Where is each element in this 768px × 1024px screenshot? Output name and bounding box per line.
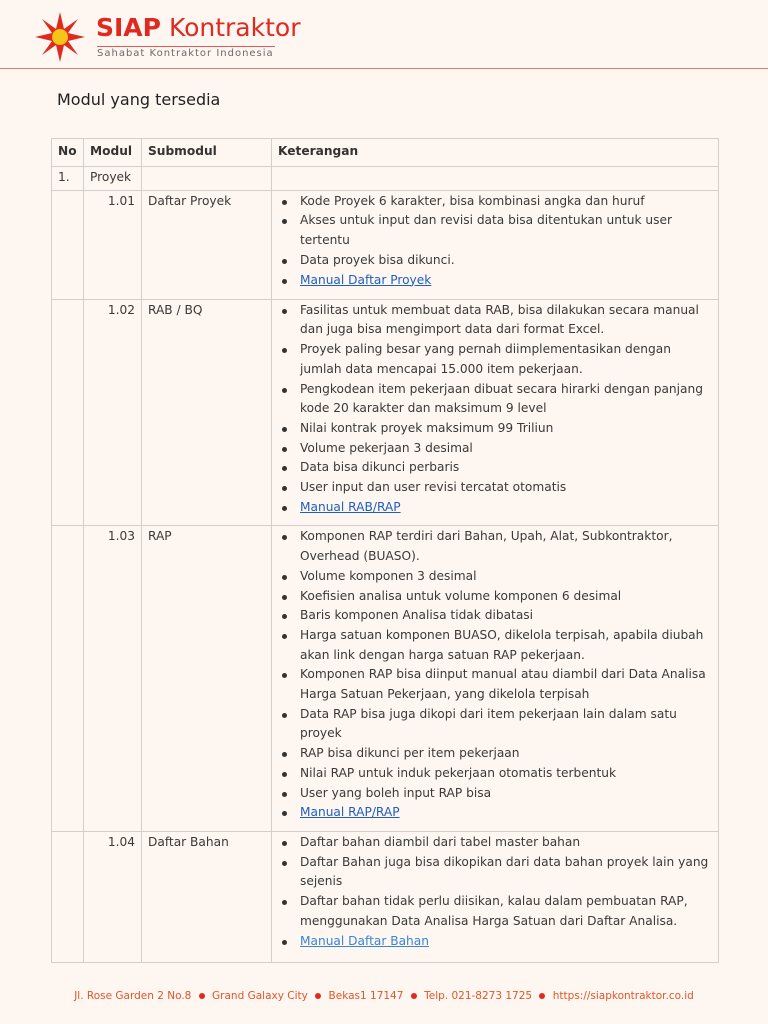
table-row	[52, 831, 719, 962]
manual-daftar-bahan-link[interactable]: Manual Daftar Bahan	[300, 933, 429, 948]
section-row	[52, 167, 719, 191]
footer-city: Bekas1 17147	[328, 990, 404, 1002]
list-item: Baris komponen Analisa tidak dibatasi	[278, 606, 712, 626]
list-item: Pengkodean item pekerjaan dibuat secara hirarki dengan panjang kode 20 karakter dan maksimum 9 level	[278, 380, 712, 419]
list-item: Data RAP bisa juga dikopi dari item pekerjaan lain dalam satu proyek	[278, 705, 712, 744]
section-modul: Proyek	[84, 167, 142, 191]
manual-daftar-proyek-link[interactable]: Manual Daftar Proyek	[300, 272, 432, 287]
row-submodul: RAB / BQ	[142, 299, 272, 526]
brand-tagline: Sahabat Kontraktor Indonesia	[97, 48, 274, 59]
row-code: 1.02	[84, 299, 142, 526]
row-code: 1.04	[84, 831, 142, 962]
list-item: User yang boleh input RAP bisa	[278, 784, 712, 804]
table-row	[52, 526, 719, 832]
list-item: Nilai RAP untuk induk pekerjaan otomatis terbentuk	[278, 764, 712, 784]
list-item: Komponen RAP terdiri dari Bahan, Upah, Alat, Subkontraktor, Overhead (BUASO).	[278, 527, 712, 566]
list-item: Daftar bahan diambil dari tabel master bahan	[278, 833, 712, 853]
list-item	[278, 271, 712, 291]
row-submodul: Daftar Bahan	[142, 831, 272, 962]
brand-name	[96, 13, 300, 43]
list-item: Koefisien analisa untuk volume komponen 6 desimal	[278, 587, 712, 607]
header-modul: Modul	[84, 139, 142, 167]
list-item: Daftar Bahan juga bisa dikopikan dari data bahan proyek lain yang sejenis	[278, 853, 712, 892]
row-keterangan	[272, 526, 719, 832]
list-item: Data bisa dikunci perbaris	[278, 458, 712, 478]
footer-address: Jl. Rose Garden 2 No.8	[74, 990, 192, 1002]
header-divider	[0, 68, 768, 69]
footer-phone: Telp. 021-8273 1725	[424, 990, 533, 1002]
list-item: Fasilitas untuk membuat data RAB, bisa dilakukan secara manual dan juga bisa mengimport data dari format Excel.	[278, 301, 712, 340]
list-item: Harga satuan komponen BUASO, dikelola terpisah, apabila diubah akan link dengan harga satuan RAP pekerjaan.	[278, 626, 712, 665]
list-item: Daftar bahan tidak perlu diisikan, kalau dalam pembuatan RAP, menggunakan Data Analisa Harga Satuan dari Daftar Analisa.	[278, 892, 712, 931]
footer-website-link[interactable]: https://siapkontraktor.co.id	[552, 990, 694, 1002]
list-item: Akses untuk input dan revisi data bisa ditentukan untuk user tertentu	[278, 211, 712, 250]
list-item	[278, 803, 712, 823]
list-item	[278, 932, 712, 952]
row-submodul: RAP	[142, 526, 272, 832]
list-item: Nilai kontrak proyek maksimum 99 Triliun	[278, 419, 712, 439]
bullet-dot-icon	[315, 993, 321, 999]
table-header-row	[52, 139, 719, 167]
table-row	[52, 190, 719, 299]
bullet-dot-icon	[539, 993, 545, 999]
row-submodul: Daftar Proyek	[142, 190, 272, 299]
brand-name-rest: Kontraktor	[168, 13, 301, 42]
bullet-dot-icon	[199, 993, 205, 999]
header-submodul: Submodul	[142, 139, 272, 167]
list-item: Data proyek bisa dikunci.	[278, 251, 712, 271]
brand-name-bold: SIAP	[96, 13, 161, 42]
list-item: Kode Proyek 6 karakter, bisa kombinasi angka dan huruf	[278, 192, 712, 212]
footer-area: Grand Galaxy City	[212, 990, 308, 1002]
list-item: Komponen RAP bisa diinput manual atau diambil dari Data Analisa Harga Satuan Pekerjaan, yang dikelola terpisah	[278, 665, 712, 704]
row-keterangan	[272, 299, 719, 526]
row-code: 1.01	[84, 190, 142, 299]
list-item: Proyek paling besar yang pernah diimplementasikan dengan jumlah data mencapai 15.000 item pekerjaan.	[278, 340, 712, 379]
list-item: RAP bisa dikunci per item pekerjaan	[278, 744, 712, 764]
list-item	[278, 498, 712, 518]
page-footer	[0, 990, 768, 1002]
bullet-dot-icon	[411, 993, 417, 999]
page-title: Modul yang tersedia	[57, 90, 221, 109]
page-header	[0, 0, 768, 70]
section-no: 1.	[52, 167, 84, 191]
list-item: User input dan user revisi tercatat otomatis	[278, 478, 712, 498]
row-keterangan	[272, 831, 719, 962]
manual-rab-rap-link[interactable]: Manual RAB/RAP	[300, 499, 401, 514]
star-logo-icon	[34, 11, 86, 63]
row-code: 1.03	[84, 526, 142, 832]
list-item: Volume komponen 3 desimal	[278, 567, 712, 587]
row-keterangan	[272, 190, 719, 299]
module-table	[51, 138, 719, 963]
list-item: Volume pekerjaan 3 desimal	[278, 439, 712, 459]
header-keterangan: Keterangan	[272, 139, 719, 167]
table-row	[52, 299, 719, 526]
header-no: No	[52, 139, 84, 167]
manual-rap-rap-link[interactable]: Manual RAP/RAP	[300, 805, 400, 820]
